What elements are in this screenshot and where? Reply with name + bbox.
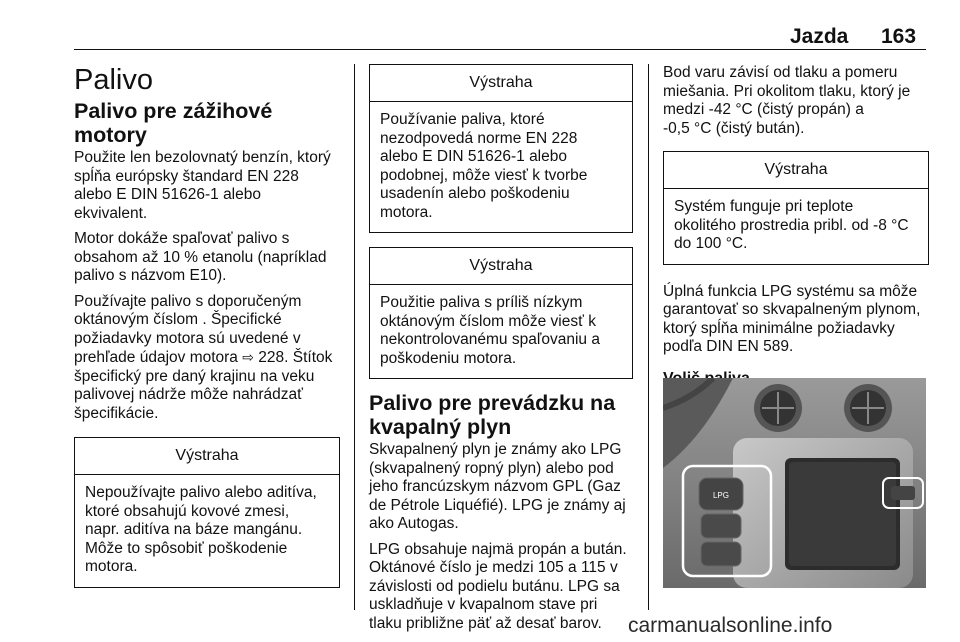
button-column (699, 478, 743, 566)
warning-title: Výstraha (664, 152, 928, 189)
paragraph-octane (74, 293, 340, 424)
column-divider-2 (648, 64, 649, 610)
warning-text: Použitie paliva s príliš nízkym oktánovým číslom môže viesť k nekontrolovanému spaľovaniu a poškodeniu motora. (380, 294, 600, 367)
header-divider (74, 49, 926, 50)
paragraph-octane-part2: . Štítok špecifický pre daný krajinu na veku palivovej nádrže môže nahrádzať špecifikácie. (74, 349, 333, 422)
lpg-button-label: LPG (712, 491, 730, 500)
column-1 (74, 64, 340, 600)
fuel-selector-illustration (663, 378, 926, 588)
left-air-vent-icon (754, 384, 802, 432)
warning-box-temperature (663, 151, 929, 265)
paragraph-boiling-point: Bod varu závisí od tlaku a pomeru miešania. Pri okolitom tlaku, ktorý je medzi -42 °C (čistý propán) a -0,5 °C (čistý bután). (663, 64, 911, 137)
warning-text: Používanie paliva, ktoré nezodpovedá norme EN 228 alebo E DIN 51626-1 alebo podobnej, môže viesť k tvorbe usadenín alebo poškodeniu motora. (380, 111, 588, 221)
paragraph-lpg-function: Úplná funkcia LPG systému sa môže garantovať so skvapalneným plynom, ktorý spĺňa minimálne požiadavky podľa DIN EN 589. (663, 282, 921, 355)
column-3 (663, 64, 929, 388)
paragraph-lpg-intro: Skvapalnený plyn je známy ako LPG (skvapalnený ropný plyn) alebo pod jeho francúzskym názvom GPL (Gaz de Pétrole Liquéfié). LPG je známy aj ako Autogas. (369, 441, 626, 532)
column-2 (369, 64, 633, 640)
warning-title: Výstraha (370, 248, 632, 285)
paragraph-lpg-composition: LPG obsahuje najmä propán a bután. Oktánové číslo je medzi 105 a 115 v závislosti od podielu butánu. LPG sa uskladňuje v kvapalnom stave pri tlaku približne päť až desať barov. (369, 540, 627, 632)
page-reference-arrow-icon: ⇨ (242, 349, 254, 365)
paragraph-octane-part1: Používajte palivo s doporučeným oktánovým číslom . Špecifické požiadavky motora sú uvedené v prehľade údajov motora (74, 292, 302, 366)
warning-text: Nepoužívajte palivo alebo aditíva, ktoré obsahujú kovové zmesi, napr. aditíva na báze mangánu. Môže to spôsobiť poškodenie motora. (85, 484, 317, 575)
page-number: 163 (881, 25, 917, 48)
chapter-heading: Palivo (74, 64, 153, 96)
paragraph-ethanol: Motor dokáže spaľovať palivo s obsahom až 10 % etanolu (napríklad palivo s názvom E10). (74, 230, 327, 284)
right-air-vent-icon (844, 384, 892, 432)
warning-box-additives (74, 437, 340, 588)
watermark-text: carmanualsonline.info (628, 614, 833, 637)
warning-box-fuel-standard (369, 64, 633, 233)
page-reference-link[interactable]: 228 (258, 349, 285, 366)
paragraph-petrol-standard: Použite len bezolovnatý benzín, ktorý spĺňa európsky štandard EN 228 alebo E DIN 51626-1 alebo ekvivalent. (74, 149, 331, 222)
warning-text: Systém funguje pri teplote okolitého prostredia pribl. od -8 °C do 100 °C. (674, 198, 909, 252)
warning-box-octane (369, 247, 633, 379)
section-heading-petrol: Palivo pre zážihové motory (74, 99, 273, 147)
header-section-title: Jazda (790, 25, 849, 48)
section-heading-lpg: Palivo pre prevádzku na kvapalný plyn (369, 391, 616, 439)
column-divider-1 (354, 64, 355, 610)
warning-title: Výstraha (370, 65, 632, 102)
warning-title: Výstraha (75, 438, 339, 475)
